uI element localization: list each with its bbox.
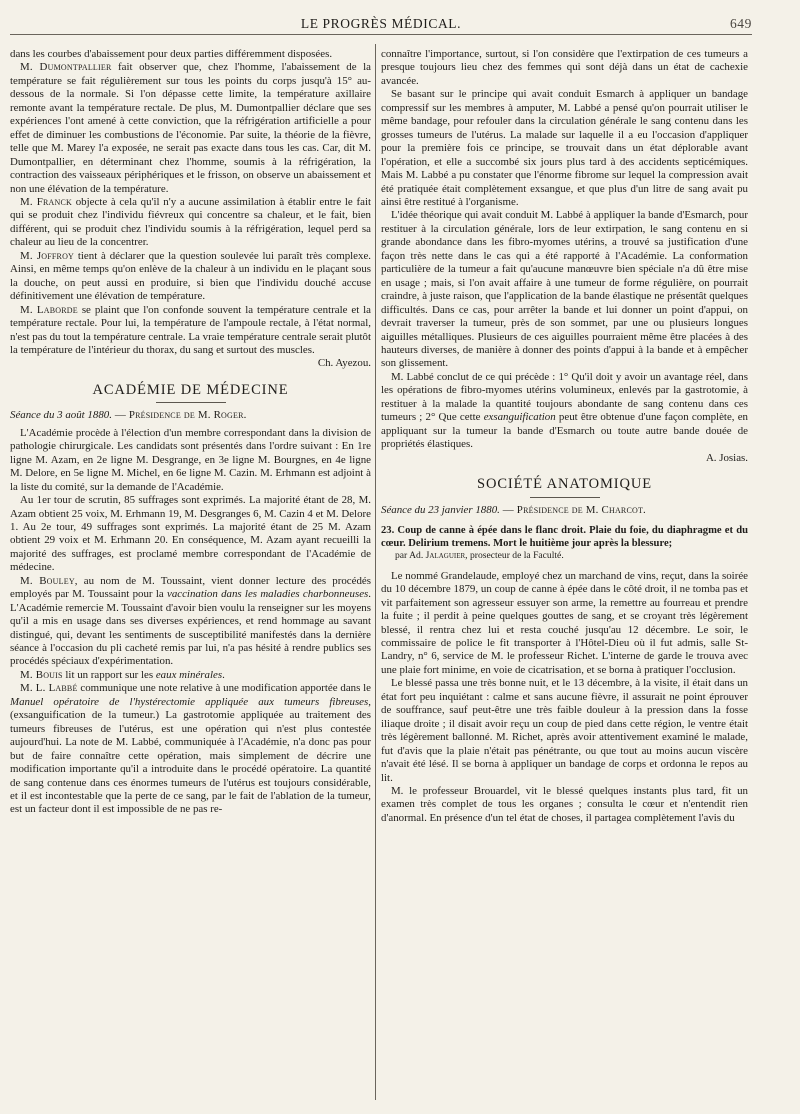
paragraph	[10, 250, 371, 304]
paragraph-text: , (exsanguification de la tumeur.) La gastrotomie appliquée au traitement des tumeurs fibreuses de l'utérus, est une opération qui n'est plus contestée aujourd'hui. La note de M. Labbé, communiquée à l'Académie, n'a donc pas pour but de faire connaître cette opération, mais simplement de décrire une modification importante qu'il a introduite dans le procédé opératoire. La quantité de sang contenue dans ces énormes tumeurs de l'utérus est toujours considérable, et il est incontestable que la perte de ce sang, par le fait de l'ablation de la tumeur, est un facteur dont il est impossible de ne pas re-	[10, 695, 371, 816]
paragraph: dans les courbes d'abaissement pour deux parties différemment disposées.	[10, 48, 333, 60]
running-header	[10, 14, 752, 35]
paragraph	[10, 575, 371, 669]
speaker-name: M. Franck	[20, 195, 72, 208]
signature: Ch. Ayezou.	[317, 357, 371, 370]
paragraph	[10, 196, 371, 250]
seance-presidence: — Présidence de M. Charcot.	[499, 503, 646, 516]
speaker-name: M. Laborde	[20, 303, 78, 316]
paragraph: Le blessé passa une très bonne nuit, et le 13 décembre, à la visite, il était dans un état fort peu inquiétant : calme et sans aucune fièvre, il assurait ne point éprouver de souffrance, sauf peut-être une très faible douleur à la pression dans la fosse iliaque droite ; il disait avoir reçu un coup de pied dans cette région, le ventre était très légèrement ballonné. M. Richet, après avoir attentivement examiné le malade, fut d'avis que la plaie n'était pas pénétrante, ou que tout au moins aucun viscère n'avait été lésé. Il se borna à appliquer un bandage de corps et ordonna le repos au lit.	[381, 677, 748, 784]
italic-text: eaux minérales	[155, 668, 223, 681]
byline-author: Jalaguier	[425, 550, 466, 562]
paragraph: L'idée théorique qui avait conduit M. Labbé à appliquer la bande d'Esmarch, pour restituer à la circulation générale, lors de leur extirpation, le sang contenu en si grande abondance dans les fibro-myomes utérins, a trouvé sa justification d'une façon très nette dans le cas qui a été rapporté à l'Académie. La conformation particulière de la tumeur a fait qu'aucune manœuvre bien spéciale n'a dû être mise en usage ; mais, si l'on avait affaire à une tumeur de forme régulière, on pourrait craindre, à juste raison, que l'application de la bande élastique ne présentât quelques difficultés. Dans ce cas, pour arrêter la bande et lui donner un point d'appui, on devrait traverser la tumeur, près de son sommet, par une ou plusieurs longues aiguilles métalliques. Plusieurs de ces aiguilles pourraient même être placées à des hauteurs diverses, de manière à donner des points d'appui à la bande et à empêcher son glissement.	[381, 209, 748, 370]
heading-rule	[530, 497, 600, 498]
section-heading-academie: ACADÉMIE DE MÉDECINE	[92, 381, 289, 398]
seance-date: Séance du 23 janvier 1880.	[381, 503, 500, 516]
section-heading-societe: SOCIÉTÉ ANATOMIQUE	[476, 476, 653, 493]
heading-rule	[156, 402, 226, 403]
speaker-name: M. L. Labbé	[20, 682, 78, 695]
byline	[381, 550, 748, 563]
italic-text: exsanguification	[483, 411, 556, 424]
paragraph	[10, 682, 371, 817]
paragraph-text: . L'Académie remercie M. Toussaint d'avoir bien voulu la renseigner sur les moyens qu'il a mis en usage dans ses diverses expériences, et rend hommage au savant distingué, qui, devant les sentiments de susceptibilité manifestés dans la dernière séance à l'occasion du pli cacheté remis par lui, n'a pas hésité à rendre publics ses procédés spéciaux d'expérimentation.	[10, 588, 371, 668]
speaker-name: M. Bouis	[20, 668, 63, 681]
article-title: 23. Coup de canne à épée dans le flanc droit. Plaie du foie, du diaphragme et du cœur. Delirium tremens. Mort le huitième jour après la blessure;	[381, 524, 748, 549]
paragraph-text: .	[222, 668, 225, 681]
column-divider	[375, 44, 376, 1100]
byline-suffix: , prosecteur de la Faculté.	[465, 550, 564, 562]
paragraph: Au 1er tour de scrutin, 85 suffrages sont exprimés. La majorité étant de 28, M. Azam obtient 25 voix, M. Erhmann 19, M. Desgranges 6, M. Cazin 4 et M. Delore 1. Au 2e tour, 49 suffrages sont exprimés. La majorité étant de 25 M. Azam obtient 29 voix et M. Erhmann 20. En conséquence, M. Azam ayant recueilli la majorité des suffrages, est proclamé membre correspondant de l'Académie de médecine.	[10, 494, 371, 574]
left-column	[10, 48, 371, 1100]
paragraph: connaître l'importance, surtout, si l'on considère que l'extirpation de ces tumeurs a presque toujours lieu chez des femmes qui sont déjà dans un état de cachexie avancée.	[381, 48, 748, 87]
signature: A. Josias.	[705, 451, 748, 464]
paragraph	[381, 371, 748, 452]
speaker-name: M. Bouley	[20, 574, 75, 587]
paragraph: Se basant sur le principe qui avait conduit Esmarch à appliquer un bandage compressif sur les membres à amputer, M. Labbé a pensé qu'on pourrait utiliser le même bandage, pour refouler dans la circulation générale le sang contenu dans les grosses tumeurs de l'utérus. La malade sur laquelle il a eu l'occasion d'appliquer pour la première fois ce principe, se trouvait dans un état déplorable avant l'opération, et elle a succombé six jours plus tard à des accidents septicémiques. Mais M. Labbé a pu constater que l'énorme fibrome sur lequel la compression avait été pratiquée était complètement exsangue, et que plus d'un litre de sang avait pu ainsi être restitué à l'organisme.	[381, 88, 748, 208]
seance-line	[10, 409, 371, 422]
paragraph	[10, 304, 371, 358]
paragraph	[10, 61, 371, 196]
right-column	[381, 48, 748, 1100]
paragraph-text: fait observer que, chez l'homme, l'abaissement de la température se fait régulièrement sur tous les points du corps jusqu'à 15° au-dessous de la normale. Si l'on dépasse cette limite, la température axillaire remonte avant la température rectale. De plus, M. Dumontpallier déclare que ses expériences l'ont amené à cette conviction, que la réfrigération artificielle a pour effet de diminuer les combustions de l'économie. Par suite, la théorie de la fièvre, telle que M. Marey l'a exposée, ne serait pas exacte dans tous les cas. Car, dit M. Dumontpallier, en déterminant chez l'homme, soumis à la réfrigération, la contraction des vaisseaux périphériques et le frisson, on observe un abaissement et non une élévation de la température.	[10, 61, 371, 195]
paragraph-text: , au nom de M. Toussaint, vient donner lecture des procédés employés par M. Toussaint pour la	[10, 574, 371, 601]
italic-text: vaccination dans les maladies charbonneuses	[166, 588, 369, 601]
paragraph-text: M. Labbé conclut de ce qui précède : 1° Qu'il doit y avoir un avantage réel, dans les opérations de fibro-myomes utérins volumineux, enlevés par la gastrotomie, à restituer à la malade la quantité toujours abondante de sang contenu dans ces tumeurs ; 2° Que cette	[381, 370, 748, 424]
paragraph-text: se plaint que l'on confonde souvent la température centrale et la température rectale. Pour lui, la température de l'ampoule rectale, à l'état normal, n'est pas du tout la température centrale. La vraie température centrale serait plutôt la température de l'intérieur du thorax, du sang et surtout des muscles.	[10, 303, 371, 356]
speaker-name: M. Joffroy	[20, 249, 75, 262]
speaker-name: M. Dumontpallier	[20, 61, 112, 74]
seance-presidence: — Présidence de M. Roger.	[111, 409, 247, 422]
byline-prefix: par Ad.	[395, 550, 426, 562]
page-number: 649	[729, 16, 752, 31]
paragraph: L'Académie procède à l'élection d'un membre correspondant dans la division de pathologie chirurgicale. Les candidats sont présentés dans l'ordre suivant : En 1re ligne M. Azam, en 2e ligne M. Desgrange, en 3e ligne M. Bourgnes, en 4e ligne M. Delore, en 5e ligne M. Michel, en 6e ligne M. Cazin. M. Erhmann est adjoint à la liste du comité, sur la demande de l'Académie.	[10, 426, 371, 493]
paragraph: Le nommé Grandelaude, employé chez un marchand de vins, reçut, dans la soirée du 10 décembre 1879, un coup de canne à épée dans le côté droit, il ne tomba pas et vit parfaitement son agresseur essuyer son arme, la remettre au fourreau et prendre la fuite ; il perdit à peine quelques gouttes de sang, et se croyant très légèrement blessé, il rentra chez lui et resta couché jusqu'au 12 décembre. Le soir, le commissaire de police le fit transporter à l'Hôtel-Dieu où il fut admis, salle St-Landry, n° 6, service de M. le professeur Richet. L'interne de garde le trouva avec une plaie fort minime, en voie de cicatrisation, et se borna à pratiquer l'occlusion.	[381, 569, 748, 676]
journal-title: LE PROGRÈS MÉDICAL.	[300, 16, 462, 31]
paragraph: M. le professeur Brouardel, vit le blessé quelques instants plus tard, fit un examen très complet de tous les organes ; consulta le cœur et n'entendit rien d'anormal. En présence d'un tel état de choses, il partagea complètement l'avis du	[381, 784, 748, 824]
seance-line	[381, 504, 748, 517]
paragraph-text: communique une note relative à une modification apportée dans le	[77, 682, 371, 695]
paragraph-text: objecte à cela qu'il n'y a aucune assimilation à établir entre le fait qui se produit chez l'individu fiévreux qui concentre sa chaleur, et le fait, bien différent, qui se produit chez l'individu soumis à la réfrigération, lequel perd sa chaleur au lieu de la concentrer.	[10, 195, 371, 249]
paragraph-text: lit un rapport sur les	[62, 668, 156, 681]
italic-text: Manuel opératoire de l'hystérectomie appliquée aux tumeurs fibreuses	[10, 695, 369, 708]
seance-date: Séance du 3 août 1880.	[10, 409, 112, 422]
paragraph	[10, 669, 371, 682]
paragraph-text: tient à déclarer que la question soulevée lui paraît très complexe. Ainsi, en même temps qu'on enlève de la chaleur à un individu en le plaçant sous la douche, on peut aussi en produire, si bien que l'individu douché accuse définitivement une élévation de température.	[10, 249, 371, 303]
paragraph-text: peut être obtenue d'une façon complète, en appliquant sur la tumeur la bande d'Esmarch ou toute autre bande douée de propriétés élastiques.	[381, 411, 748, 451]
